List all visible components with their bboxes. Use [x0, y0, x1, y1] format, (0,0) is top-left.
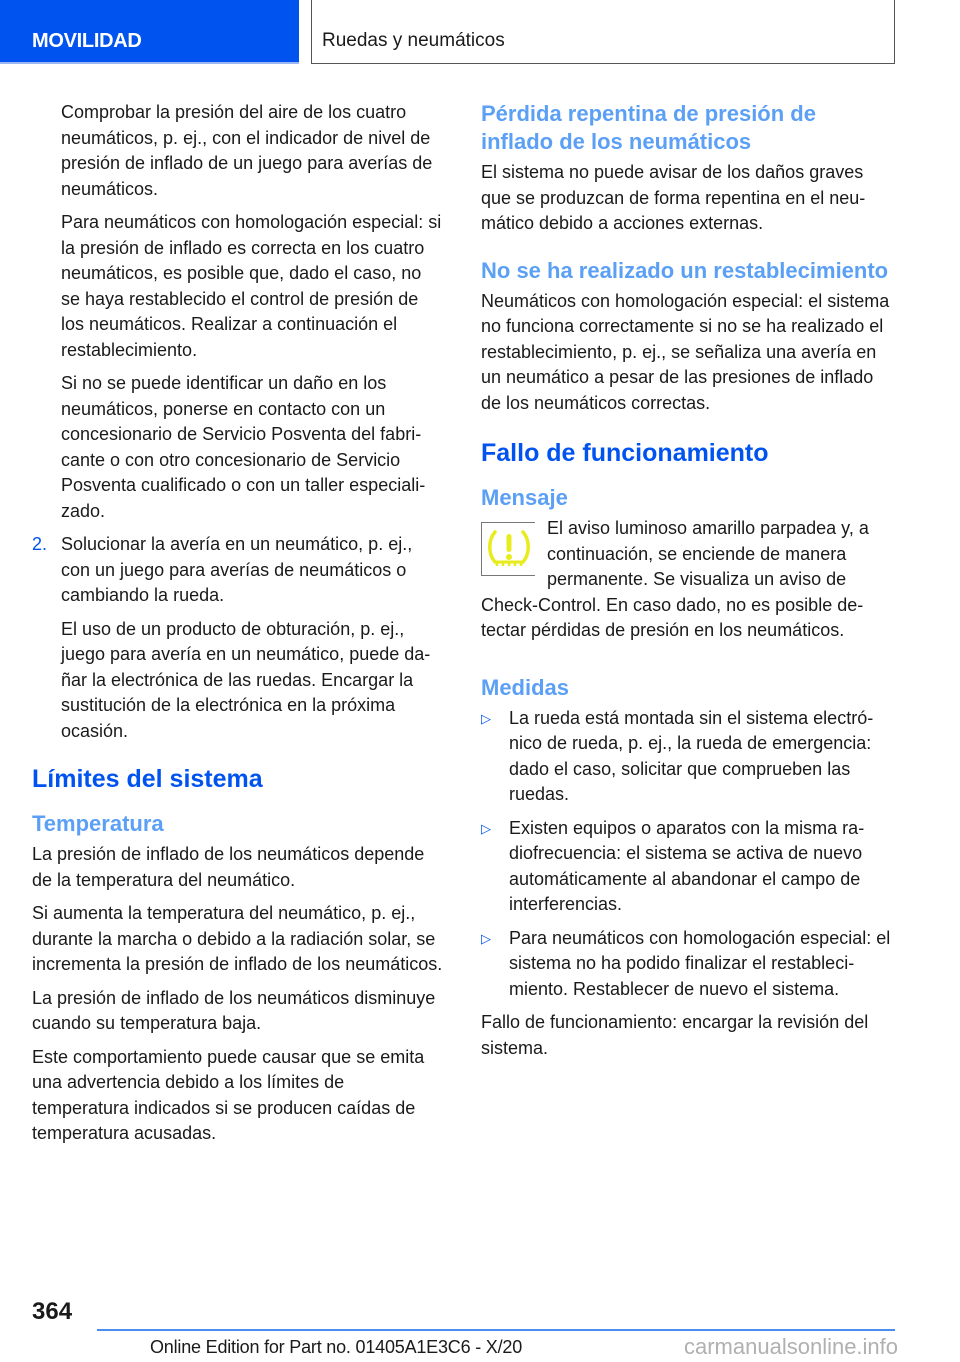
chapter-title: Ruedas y neumáticos [322, 30, 505, 51]
list-item: ▷ Existen equipos o aparatos con la misma radiofrecuencia: el sistema se activa de nuevo automáticamente al abandonar el campo de interferencias. [481, 817, 865, 914]
edition-text: Online Edition for Part no. 01405A1E3C6 - X/20 [150, 1337, 523, 1357]
section-title: MOVILIDAD [32, 30, 142, 52]
step-text: Solucionar la avería en un neumático, p. ej., con un juego para averías de neumáticos o cambiando la rueda. [61, 534, 413, 605]
heading-system-limits: Límites del sistema [32, 765, 263, 793]
heading-message: Mensaje [481, 485, 568, 510]
page-number: 364 [32, 1298, 73, 1325]
site-watermark[interactable]: carmanualsonline.info [684, 1334, 899, 1359]
paragraph: Este comportamiento puede causar que se emita una advertencia debido a los límites de temperatura indicados si se producen caídas de temperatura acusadas. [32, 1046, 425, 1143]
paragraph: Neumáticos con homologación especial: el sistema no funciona correctamente si no se ha realizado el restablecimiento, p. ej., se señaliza una avería en un neumático a pesar de las presiones de inflado de los neumáticos correctas. [481, 290, 890, 413]
step-2 [32, 532, 444, 744]
heading-sudden-pressure-loss: Pérdida repentina de presión de inflado de los neumáticos [481, 101, 816, 154]
paragraph: Fallo de funcionamiento: encargar la revisión del sistema. [481, 1012, 869, 1058]
right-column [481, 100, 893, 1069]
heading-no-reset: No se ha realizado un restablecimiento [481, 257, 889, 283]
list-item: ▷ La rueda está montada sin el sistema electrónico de rueda, p. ej., la rueda de emergencia: dado el caso, solicitar que comprueben las ruedas. [481, 707, 874, 804]
heading-measures: Medidas [481, 674, 570, 700]
paragraph: Para neumáticos con homologación especial: si la presión de inflado es correcta en los cuatro neumáticos, es posible que, dado el caso, no se haya restablecido el control de presión de los neumáticos. Realizar a continuación el restablecimiento. [61, 212, 442, 360]
footer-divider [97, 1329, 895, 1331]
section-tab [0, 0, 299, 64]
step-number: 2. [32, 534, 48, 554]
heading-malfunction: Fallo de funcionamiento [481, 439, 769, 467]
paragraph: La presión de inflado de los neumáticos disminuye cuando su temperatura baja. [32, 987, 436, 1033]
left-column [32, 100, 444, 1155]
triangle-bullet-icon: ▷ [481, 710, 491, 726]
triangle-bullet-icon: ▷ [481, 820, 491, 836]
paragraph: La presión de inflado de los neumáticos depende de la temperatura del neumático. [32, 844, 425, 890]
triangle-bullet-icon: ▷ [481, 930, 491, 946]
message-text: El aviso luminoso amarillo parpadea y, a continuación, se enciende de manera permanente. Se visualiza un aviso de Check-Control. En caso dado, no es posible detectar pérdidas de presión en los neumáticos. [481, 518, 869, 640]
paragraph: El sistema no puede avisar de los daños graves que se produzcan de forma repentina en el neumático debido a acciones externas. [481, 162, 866, 233]
paragraph: Si no se puede identificar un daño en los neumáticos, ponerse en contacto con un concesionario de Servicio Posventa del fabricante o con otro concesionario de Servicio Posventa cualificado o con un taller especializado. [61, 373, 426, 521]
paragraph: Comprobar la presión del aire de los cuatro neumáticos, p. ej., con el indicador de nivel de presión de inflado de un juego para averías de neumáticos. [61, 102, 433, 199]
chapter-tab [311, 0, 895, 64]
step-note: El uso de un producto de obturación, p. ej., juego para avería en un neumático, puede dañar la electrónica de las ruedas. Encargar la sustitución de la electrónica en la próxima ocasión. [61, 618, 431, 741]
message-block [481, 516, 893, 644]
paragraph: Si aumenta la temperatura del neumático, p. ej., durante la marcha o debido a la radiación solar, se incrementa la presión de inflado de los neumáticos. [32, 903, 443, 974]
heading-temperature: Temperatura [32, 811, 164, 836]
tire-pressure-warning-icon [481, 522, 535, 576]
list-item: ▷ Para neumáticos con homologación especial: el sistema no ha podido finalizar el restablecimiento. Restablecer de nuevo el sistema. [481, 927, 891, 999]
